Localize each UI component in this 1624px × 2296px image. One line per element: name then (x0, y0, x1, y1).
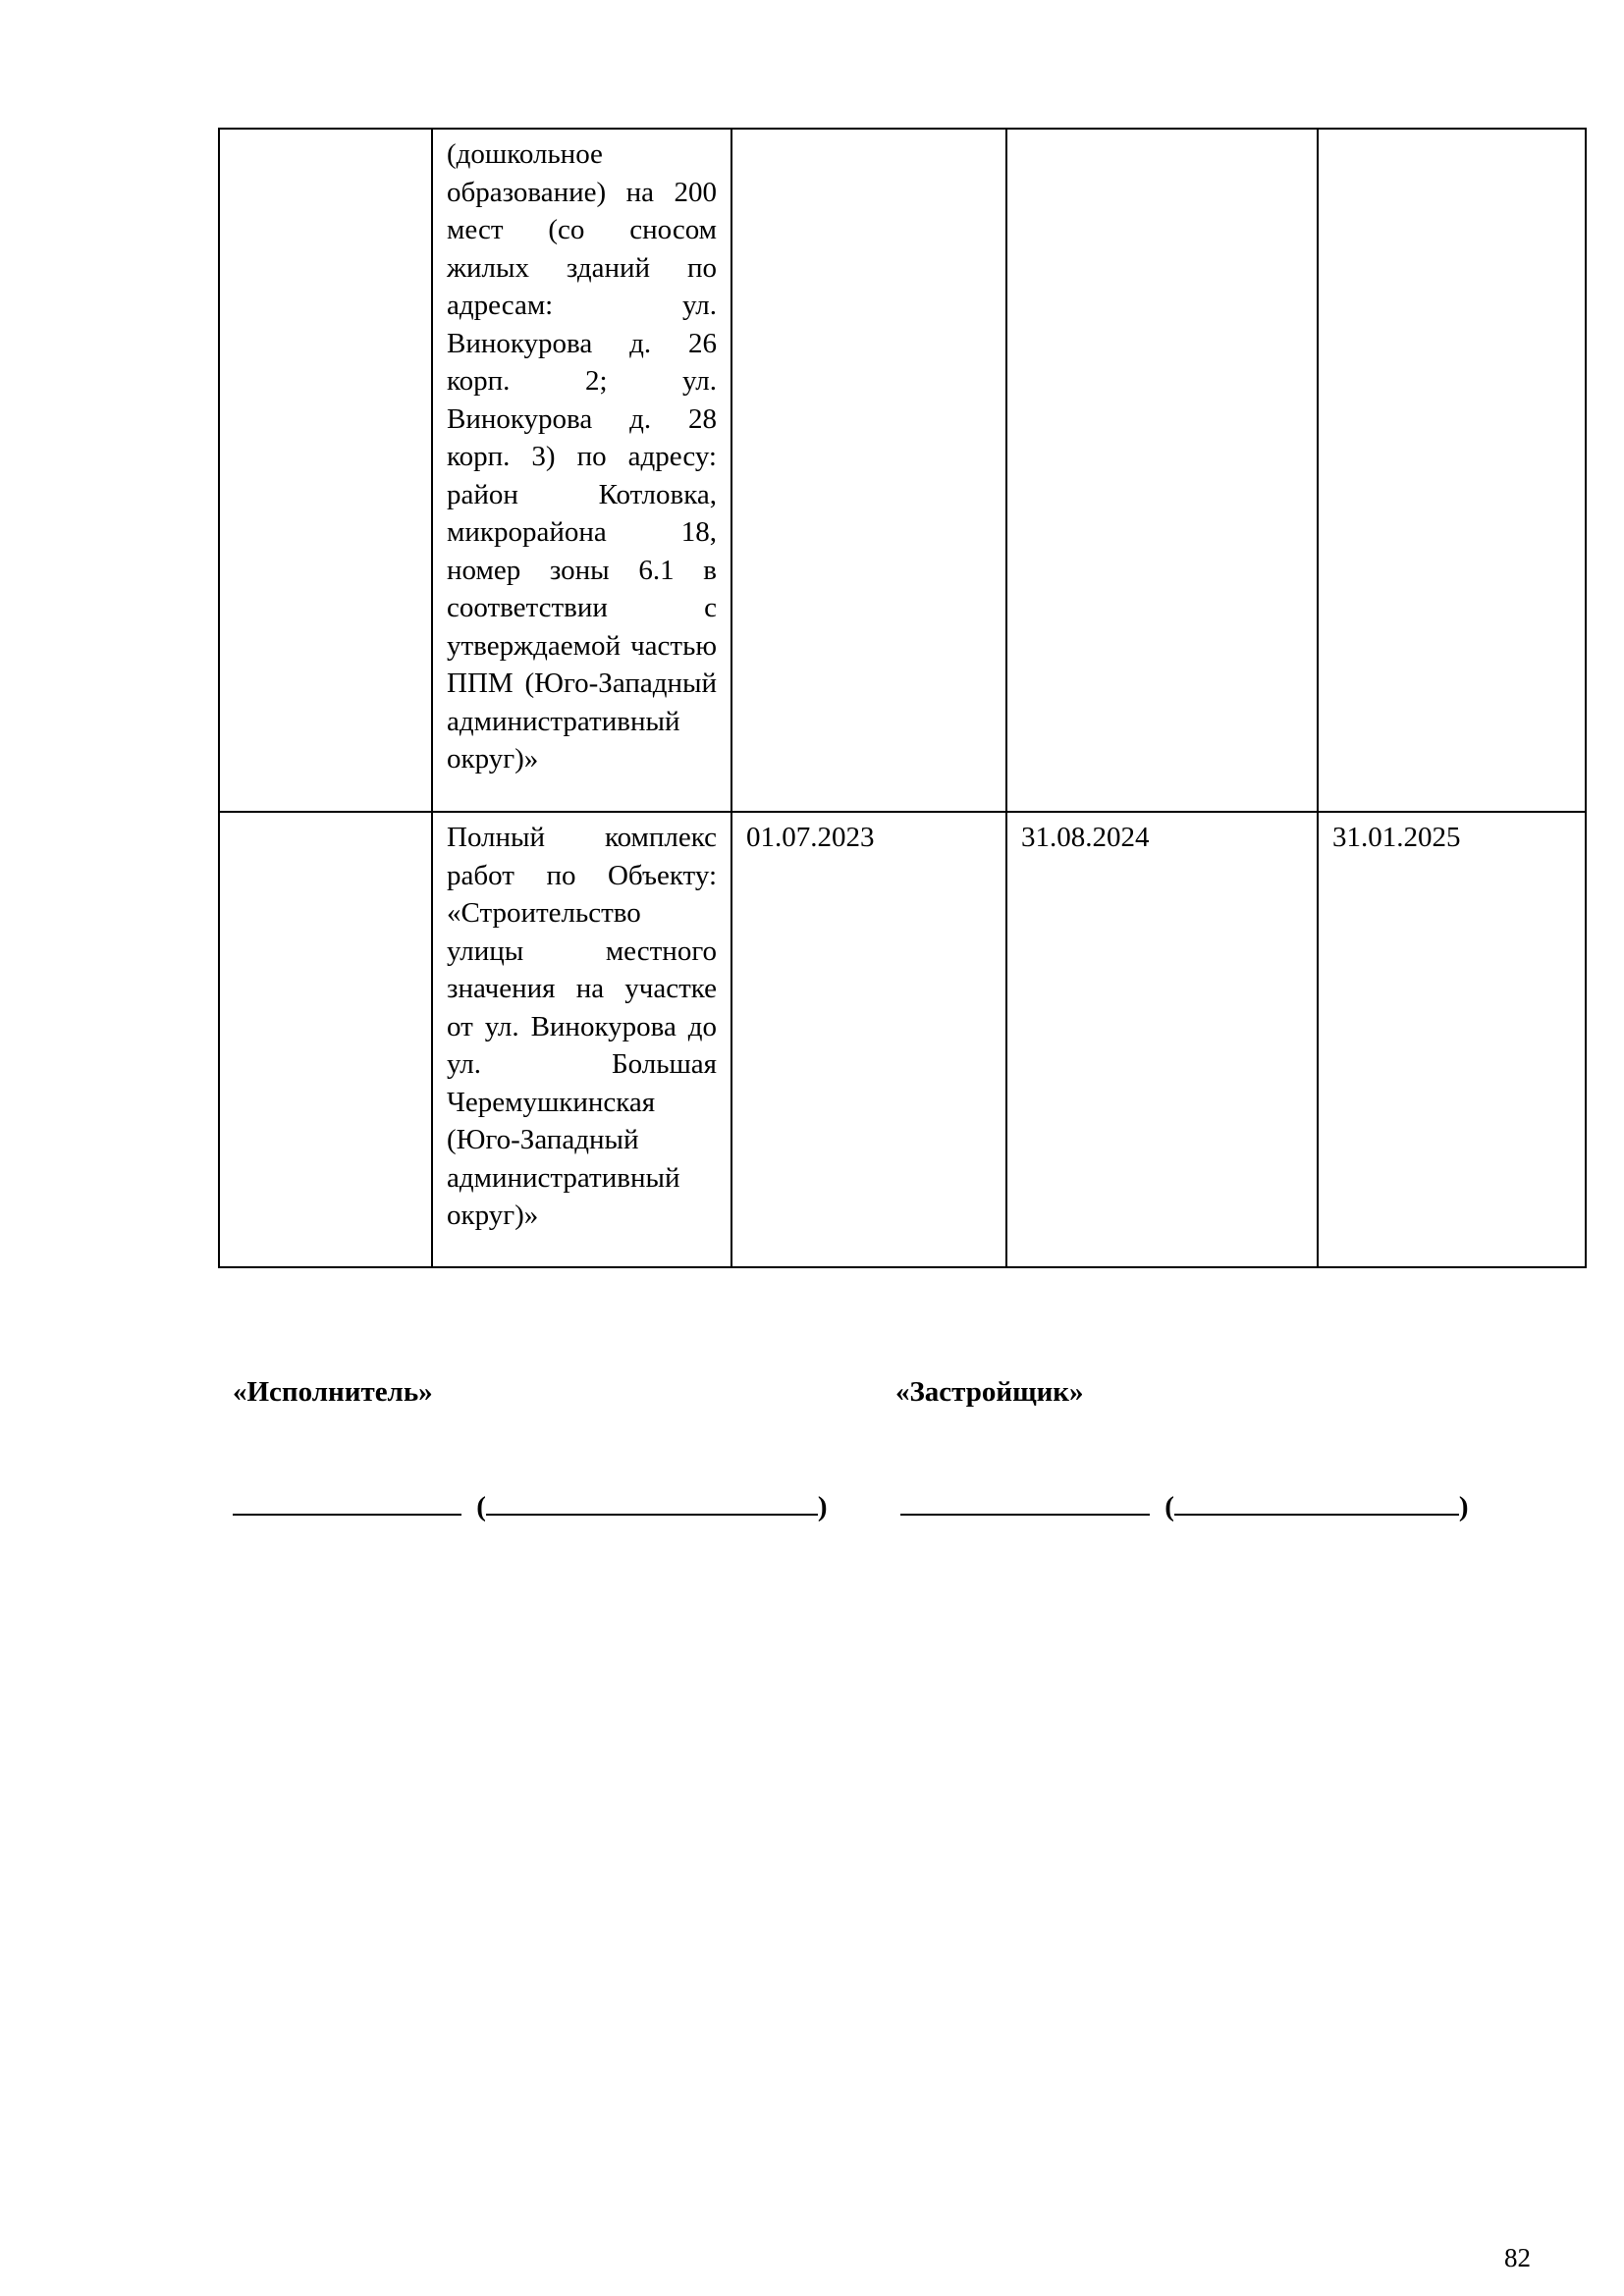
start-date-cell: 01.07.2023 (731, 812, 1006, 1267)
executor-label: «Исполнитель» (233, 1376, 433, 1408)
close-paren: ) (817, 1491, 828, 1522)
page-number: 82 (1504, 2243, 1531, 2272)
open-paren: ( (476, 1491, 486, 1522)
work-description-cell: Полный комплекс работ по Объекту: «Строительство улицы местного значения на участке от ул. Винокурова до ул. Большая Черемушкинская (Юго-Западный административный округ)» (432, 812, 731, 1267)
start-date-cell (731, 129, 1006, 812)
table-row (219, 812, 1586, 1267)
close-paren: ) (1458, 1491, 1469, 1522)
name-underline (1174, 1484, 1459, 1516)
developer-signature-line (900, 1484, 1469, 1523)
open-paren: ( (1164, 1491, 1174, 1522)
end-date-cell (1006, 129, 1318, 812)
work-description-cell: (дошкольное образование) на 200 мест (со сносом жилых зданий по адресам: ул. Винокурова д. 26 корп. 2; ул. Винокурова д. 28 корп. 3) по адресу: район Котловка, микрорайона 18, номер зоны 6.1 в соответствии с утверждаемой частью ППМ (Юго-Западный административный округ)» (432, 129, 731, 812)
schedule-table (218, 128, 1587, 1268)
final-date-cell: 31.01.2025 (1318, 812, 1586, 1267)
table-cell-empty (219, 812, 432, 1267)
end-date-cell: 31.08.2024 (1006, 812, 1318, 1267)
signature-underline (233, 1484, 461, 1516)
table-cell-empty (219, 129, 432, 812)
executor-signature-line (233, 1484, 828, 1523)
name-underline (486, 1484, 818, 1516)
developer-label: «Застройщик» (895, 1376, 1084, 1408)
final-date-cell (1318, 129, 1586, 812)
signature-underline (900, 1484, 1150, 1516)
table-row (219, 129, 1586, 812)
